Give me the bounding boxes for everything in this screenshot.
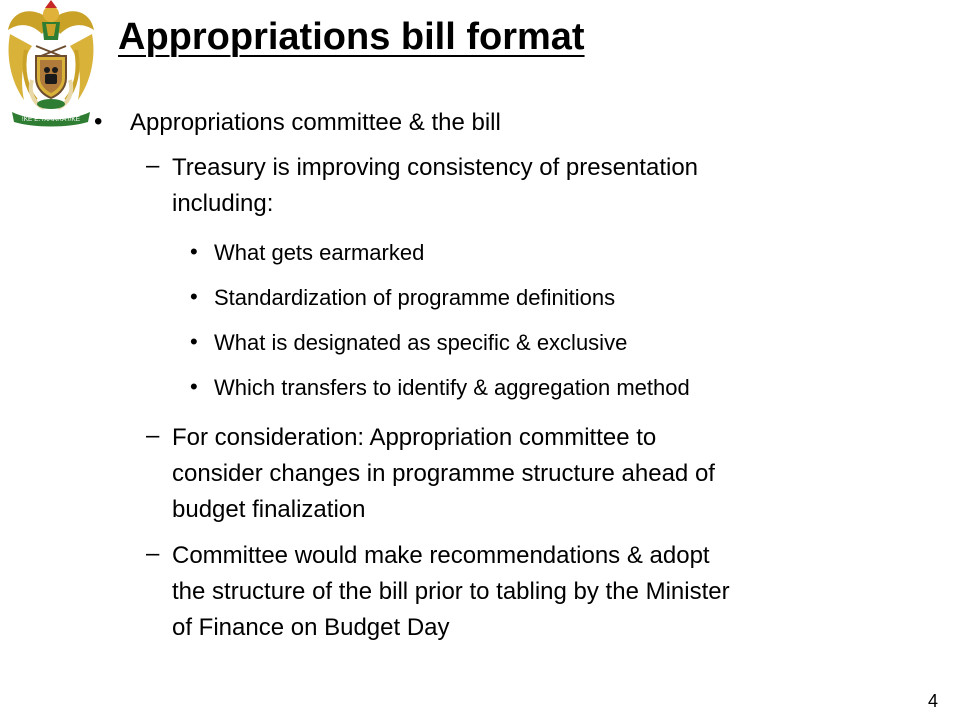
- bullet-marker: •: [190, 284, 198, 309]
- bullet-marker: •: [190, 329, 198, 354]
- subitem-line: including:: [172, 190, 274, 217]
- emblem-motto: !KE E: /XARRA //KE: [21, 116, 81, 123]
- subitem-line: consider changes in programme structure ahead of: [172, 460, 715, 487]
- sub-subitem-text: Standardization of programme definitions: [214, 285, 616, 310]
- sub-subitem-text: What is designated as specific & exclusive: [214, 330, 628, 355]
- bullet-text: Appropriations committee & the bill: [130, 109, 501, 136]
- sub-subitem-text: Which transfers to identify & aggregation method: [214, 375, 690, 400]
- subitem-line: For consideration: Appropriation committee to: [172, 424, 657, 451]
- dash-marker: –: [146, 540, 160, 567]
- sub-subitem-text: What gets earmarked: [214, 240, 425, 265]
- subitem-line: budget finalization: [172, 496, 366, 523]
- subitem-line: the structure of the bill prior to tabling by the Minister: [172, 578, 730, 605]
- bullet-marker: •: [190, 239, 198, 264]
- dash-marker: –: [146, 422, 160, 449]
- slide-title: Appropriations bill format: [118, 16, 585, 58]
- dash-marker: –: [146, 152, 160, 179]
- subitem-line: Committee would make recommendations & adopt: [172, 542, 710, 569]
- page-number: 4: [927, 691, 938, 711]
- bullet-marker: •: [190, 374, 198, 399]
- subitem-line: of Finance on Budget Day: [172, 614, 450, 641]
- subitem-line: Treasury is improving consistency of presentation: [172, 154, 699, 181]
- bullet-marker: •: [94, 108, 103, 135]
